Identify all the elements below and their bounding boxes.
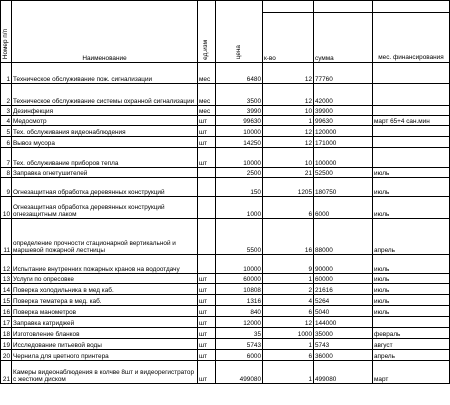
cell-price: 3990 — [216, 106, 263, 116]
cell-financing-month: июль — [373, 197, 450, 219]
cell-qty: 16 — [263, 219, 314, 255]
cell-number: 11 — [1, 219, 12, 255]
table-row — [1, 317, 450, 328]
cell-price: 10000 — [216, 126, 263, 137]
cell-sum: 171000 — [314, 137, 373, 148]
header-sum: сумма — [315, 54, 334, 62]
cell-unit: шт — [198, 295, 216, 306]
cell-price: 150 — [216, 178, 263, 197]
cell-unit — [198, 255, 216, 274]
table-row — [1, 361, 450, 384]
table-row — [1, 255, 450, 274]
cell-number: 7 — [1, 148, 12, 168]
cell-number: 16 — [1, 306, 12, 317]
cell-price: 5500 — [216, 219, 263, 255]
cell-sum: 499080 — [314, 361, 373, 384]
cell-qty: 12 — [263, 63, 314, 84]
cell-sum: 100000 — [314, 148, 373, 168]
cell-number: 6 — [1, 137, 12, 148]
cell-name: Заправка катриджей — [12, 317, 198, 328]
cell-number: 14 — [1, 284, 12, 295]
cell-sum: 88000 — [314, 219, 373, 255]
cell-unit: мес — [198, 84, 216, 106]
cell-financing-month: июль — [373, 306, 450, 317]
cell-qty: 10 — [263, 148, 314, 168]
cell-financing-month: февраль — [373, 328, 450, 339]
header-empty-cell — [314, 1, 373, 13]
table-row — [1, 339, 450, 350]
table-row — [1, 178, 450, 197]
table-row — [1, 126, 450, 137]
cell-sum: 99630 — [314, 116, 373, 126]
header-unit-cell — [198, 1, 216, 63]
cell-number: 20 — [1, 350, 12, 361]
cell-price: 1316 — [216, 295, 263, 306]
cell-number: 1 — [1, 63, 12, 84]
cell-qty: 1 — [263, 361, 314, 384]
cell-financing-month: март — [373, 361, 450, 384]
cell-price: 12000 — [216, 317, 263, 328]
table-row — [1, 116, 450, 126]
cell-price: 5743 — [216, 339, 263, 350]
cell-financing-month: июль — [373, 255, 450, 274]
cell-name: Огнезащитная обработка деревянных конструкций — [12, 178, 198, 197]
cell-financing-month: апрель — [373, 350, 450, 361]
cell-qty: 9 — [263, 255, 314, 274]
cell-price: 10808 — [216, 284, 263, 295]
cell-price: 840 — [216, 306, 263, 317]
cell-name: Вывоз мусора — [12, 137, 198, 148]
cell-number: 5 — [1, 126, 12, 137]
cell-sum: 60000 — [314, 274, 373, 284]
header-sum-cell — [314, 13, 373, 63]
cell-sum: 5264 — [314, 295, 373, 306]
cell-financing-month: июль — [373, 284, 450, 295]
cell-price: 3500 — [216, 84, 263, 106]
cell-sum: 90000 — [314, 255, 373, 274]
table-row — [1, 328, 450, 339]
cell-sum: 52500 — [314, 168, 373, 178]
cell-financing-month — [373, 63, 450, 84]
cell-qty: 1 — [263, 274, 314, 284]
cell-unit — [198, 178, 216, 197]
table-row — [1, 148, 450, 168]
cell-name: Исследование питьевой воды — [12, 339, 198, 350]
cell-qty: 6 — [263, 350, 314, 361]
table-row — [1, 63, 450, 84]
cell-financing-month — [373, 137, 450, 148]
header-price-cell — [216, 1, 263, 63]
cell-unit: мес — [198, 106, 216, 116]
cell-unit: шт — [198, 361, 216, 384]
cell-unit: шт — [198, 148, 216, 168]
cell-price: 10000 — [216, 148, 263, 168]
cell-price: 2500 — [216, 168, 263, 178]
header-qty: к-во — [264, 54, 276, 62]
cell-sum: 6000 — [314, 197, 373, 219]
header-unit: ед.изм — [202, 39, 210, 60]
header-name-cell — [12, 1, 198, 63]
cell-qty: 1 — [263, 339, 314, 350]
cell-name: Поверка манометров — [12, 306, 198, 317]
table-row — [1, 350, 450, 361]
cell-price: 6480 — [216, 63, 263, 84]
cell-unit — [198, 219, 216, 255]
cell-sum: 144000 — [314, 317, 373, 328]
cell-financing-month — [373, 84, 450, 106]
cell-name: Дезинфекция — [12, 106, 198, 116]
header-qty-cell — [263, 13, 314, 63]
cell-unit: шт — [198, 137, 216, 148]
cell-financing-month — [373, 148, 450, 168]
cell-number: 12 — [1, 255, 12, 274]
table-row — [1, 284, 450, 295]
cell-number: 13 — [1, 274, 12, 284]
table-row — [1, 219, 450, 255]
header-name: Наименование — [82, 54, 127, 62]
cell-price: 99630 — [216, 116, 263, 126]
header-fin-cell — [373, 13, 450, 63]
cell-qty: 12 — [263, 84, 314, 106]
cell-unit: шт — [198, 339, 216, 350]
cell-number: 15 — [1, 295, 12, 306]
cell-name: Медосмотр — [12, 116, 198, 126]
cell-financing-month: июль — [373, 295, 450, 306]
cell-financing-month: июль — [373, 178, 450, 197]
cell-name: определение прочности стационарной вертикальной и маршевой пожарной лестницы — [12, 219, 198, 255]
cell-number: 9 — [1, 178, 12, 197]
cell-number: 21 — [1, 361, 12, 384]
table-row — [1, 306, 450, 317]
table-row — [1, 274, 450, 284]
cell-price: 499080 — [216, 361, 263, 384]
cell-price: 6000 — [216, 350, 263, 361]
cell-number: 2 — [1, 84, 12, 106]
cell-number: 10 — [1, 197, 12, 219]
header-empty-cell — [373, 1, 450, 13]
cell-sum: 35000 — [314, 328, 373, 339]
cell-name: Заправка огнетушителей — [12, 168, 198, 178]
cell-sum: 5040 — [314, 306, 373, 317]
table-row — [1, 197, 450, 219]
cell-price: 14250 — [216, 137, 263, 148]
cell-name: Огнезащитная обработка деревянных конструкций огнезащитным лаком — [12, 197, 198, 219]
cell-name: Изготовление бланков — [12, 328, 198, 339]
cell-qty: 21 — [263, 168, 314, 178]
cell-unit: шт — [198, 328, 216, 339]
cell-unit: шт — [198, 317, 216, 328]
cell-sum: 21616 — [314, 284, 373, 295]
cell-unit: шт — [198, 306, 216, 317]
cell-financing-month — [373, 126, 450, 137]
cell-sum: 180750 — [314, 178, 373, 197]
cell-financing-month: март 65+4 сан.мин — [373, 116, 450, 126]
cell-number: 18 — [1, 328, 12, 339]
cell-sum: 77760 — [314, 63, 373, 84]
cell-unit: шт — [198, 116, 216, 126]
table-row — [1, 137, 450, 148]
cell-sum: 5743 — [314, 339, 373, 350]
table-row — [1, 295, 450, 306]
cell-name: Камеры видеонаблюдения в колчве 8шт и видеорегистратор с жестким диском — [12, 361, 198, 384]
cell-sum: 42000 — [314, 84, 373, 106]
cell-number: 8 — [1, 168, 12, 178]
cell-name: Услуги по опресовке — [12, 274, 198, 284]
cell-financing-month: июль — [373, 274, 450, 284]
header-empty-cell — [263, 1, 314, 13]
cell-qty: 6 — [263, 197, 314, 219]
cell-financing-month — [373, 106, 450, 116]
cell-qty: 12 — [263, 317, 314, 328]
cell-number: 4 — [1, 116, 12, 126]
cell-sum: 39900 — [314, 106, 373, 116]
cell-price: 1000 — [216, 197, 263, 219]
cell-price: 60000 — [216, 274, 263, 284]
cell-name: Тех. обслуживания видеонаблюдения — [12, 126, 198, 137]
cell-unit — [198, 197, 216, 219]
cell-name: Тех. обслуживание приборов тепла — [12, 148, 198, 168]
cell-qty: 6 — [263, 306, 314, 317]
table-row — [1, 168, 450, 178]
cell-qty: 12 — [263, 137, 314, 148]
header-num-cell — [1, 1, 12, 63]
cell-sum: 36000 — [314, 350, 373, 361]
cell-unit — [198, 168, 216, 178]
cell-name: Испытание внутренних пожарных кранов на водоотдачу — [12, 255, 198, 274]
cell-unit: шт — [198, 350, 216, 361]
cell-number: 17 — [1, 317, 12, 328]
cell-financing-month — [373, 317, 450, 328]
header-top-row — [1, 1, 450, 13]
cell-unit: мес — [198, 63, 216, 84]
table-row — [1, 106, 450, 116]
cell-price: 10000 — [216, 255, 263, 274]
cell-qty: 1000 — [263, 328, 314, 339]
cell-name: Чернила для цветного принтера — [12, 350, 198, 361]
header-price: цена — [234, 45, 242, 60]
cell-name: Техническое обслуживание пож. сигнализации — [12, 63, 198, 84]
cell-financing-month: июль — [373, 168, 450, 178]
cell-financing-month: август — [373, 339, 450, 350]
header-num: Номер п/п — [1, 29, 9, 60]
cell-unit: шт — [198, 126, 216, 137]
cell-unit: шт — [198, 284, 216, 295]
header-fin: мес. финансирования — [378, 53, 444, 61]
cell-name: Поверка холодильника в мед каб. — [12, 284, 198, 295]
cell-financing-month: апрель — [373, 219, 450, 255]
cell-qty: 2 — [263, 284, 314, 295]
cell-qty: 12 — [263, 126, 314, 137]
table-row — [1, 84, 450, 106]
cell-qty: 1205 — [263, 178, 314, 197]
cell-price: 35 — [216, 328, 263, 339]
cell-number: 3 — [1, 106, 12, 116]
cell-number: 19 — [1, 339, 12, 350]
cell-unit: шт — [198, 274, 216, 284]
cell-name: Техническое обслуживание системы охранной сигнализации — [12, 84, 198, 106]
cell-qty: 1 — [263, 116, 314, 126]
cell-qty: 4 — [263, 295, 314, 306]
cell-qty: 10 — [263, 106, 314, 116]
cell-name: Поверка тематера в мед. каб. — [12, 295, 198, 306]
cell-sum: 120000 — [314, 126, 373, 137]
